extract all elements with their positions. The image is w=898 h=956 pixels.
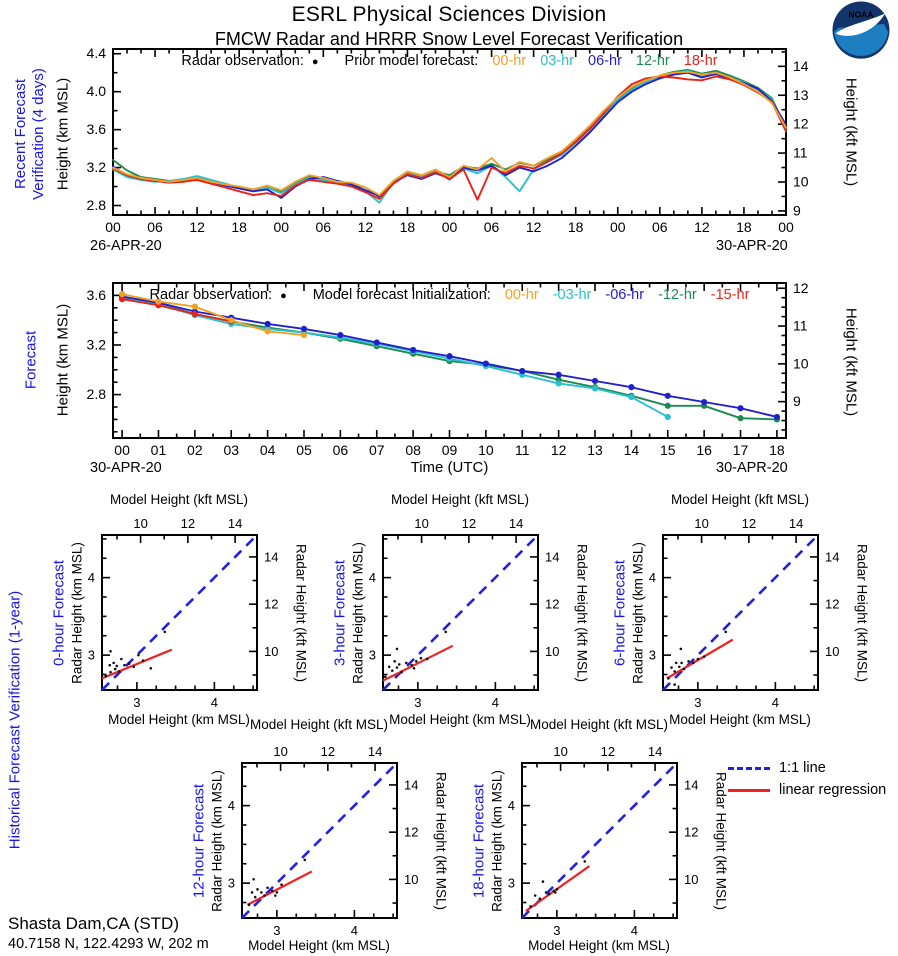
scatter-left-axis-label: Radar Height (km MSL)	[489, 770, 505, 912]
svg-text:14: 14	[825, 549, 840, 565]
svg-text:4.0: 4.0	[86, 83, 106, 100]
svg-text:10: 10	[414, 516, 429, 531]
panel2-legend	[113, 287, 786, 303]
svg-text:12: 12	[180, 516, 196, 531]
svg-text:12: 12	[793, 115, 809, 132]
scatter-top-axis-label: Model Height (kft MSL)	[670, 492, 810, 507]
scatter-right-axis-label: Radar Height (kft MSL)	[433, 771, 449, 911]
svg-text:3: 3	[553, 923, 561, 938]
noaa-logo-icon	[832, 1, 890, 64]
svg-text:06: 06	[483, 219, 500, 235]
svg-text:3.2: 3.2	[86, 336, 106, 353]
svg-text:14: 14	[264, 549, 279, 565]
svg-text:4: 4	[368, 570, 376, 586]
svg-text:3.6: 3.6	[86, 121, 106, 138]
legend-item-neg03hr: -03-hr	[552, 287, 592, 303]
legend-item-00hr: 00-hr	[492, 53, 527, 69]
scatter-title-12hr: 12-hour Forecast	[190, 783, 208, 899]
scatter-legend-one-to-one	[728, 760, 826, 776]
panel1-date-left: 26-APR-20	[90, 238, 162, 254]
scatter-chart-3hr	[351, 511, 574, 712]
svg-text:10: 10	[694, 516, 709, 531]
svg-text:4: 4	[210, 695, 218, 710]
panel1-ylabel-right: Height (kft MSL)	[842, 77, 860, 187]
svg-text:13: 13	[587, 442, 603, 458]
scatter-bottom-axis-label: Model Height (km MSL)	[528, 938, 670, 953]
svg-text:10: 10	[825, 643, 840, 659]
svg-text:10: 10	[264, 643, 279, 659]
svg-text:00: 00	[114, 442, 130, 458]
scatter-bottom-axis-label: Model Height (km MSL)	[108, 712, 250, 727]
scatter-title-6hr: 6-hour Forecast	[611, 560, 629, 666]
scatter-chart-18hr	[490, 739, 713, 940]
scatter-top-axis-label: Model Height (kft MSL)	[109, 492, 249, 507]
svg-text:04: 04	[259, 442, 276, 458]
svg-text:3: 3	[648, 647, 656, 663]
radar-observation-dot-icon: ●	[311, 56, 319, 68]
svg-text:00: 00	[105, 219, 121, 235]
svg-text:07: 07	[368, 442, 385, 458]
svg-text:4: 4	[350, 923, 358, 938]
svg-text:14: 14	[508, 516, 524, 531]
svg-text:14: 14	[404, 777, 419, 793]
scatter-right-axis-label: Radar Height (kft MSL)	[713, 771, 729, 911]
svg-text:12: 12	[461, 516, 477, 531]
svg-text:4: 4	[630, 923, 638, 938]
legend-item-06hr: 06-hr	[588, 53, 622, 69]
panel2-date-left: 30-APR-20	[90, 460, 162, 476]
svg-text:2.8: 2.8	[86, 197, 106, 214]
svg-text:3: 3	[694, 695, 702, 710]
svg-text:3: 3	[87, 647, 95, 663]
svg-text:18: 18	[231, 219, 247, 235]
scatter-chart-12hr	[210, 739, 433, 940]
svg-text:05: 05	[296, 442, 312, 458]
svg-text:08: 08	[405, 442, 421, 458]
svg-text:2.8: 2.8	[86, 386, 106, 403]
svg-text:10: 10	[684, 871, 699, 887]
svg-text:14: 14	[545, 549, 560, 565]
panel1-legend-obs-label: Radar observation:	[181, 53, 304, 69]
regression-label: linear regression	[779, 782, 887, 798]
svg-text:3: 3	[414, 695, 422, 710]
top-timeseries-chart	[67, 44, 832, 241]
forecast-timeseries-chart	[67, 278, 832, 464]
svg-text:11: 11	[514, 442, 530, 458]
svg-text:14: 14	[623, 442, 640, 458]
svg-text:14: 14	[684, 777, 699, 793]
svg-text:06: 06	[147, 219, 163, 235]
svg-text:12: 12	[545, 596, 560, 612]
svg-text:3: 3	[273, 923, 281, 938]
svg-text:3: 3	[227, 875, 235, 891]
svg-text:00: 00	[609, 219, 626, 235]
scatter-top-axis-label: Model Height (kft MSL)	[390, 492, 530, 507]
scatter-left-axis-label: Radar Height (km MSL)	[69, 542, 85, 684]
svg-text:17: 17	[732, 442, 749, 458]
svg-text:12: 12	[741, 516, 757, 531]
svg-text:4: 4	[87, 570, 95, 586]
panel1-date-right: 30-APR-20	[716, 238, 788, 254]
svg-text:15: 15	[659, 442, 676, 458]
svg-text:12: 12	[600, 744, 616, 759]
historical-side-label: Historical Forecast Verification (1-year)	[6, 590, 24, 850]
scatter-chart-0hr	[70, 511, 293, 712]
scatter-top-axis-label: Model Height (kft MSL)	[529, 717, 669, 732]
panel2-date-right: 30-APR-20	[716, 460, 788, 476]
panel1-ylabel-left: Height (km MSL)	[54, 77, 72, 191]
svg-text:10: 10	[404, 871, 419, 887]
svg-text:12: 12	[684, 824, 699, 840]
scatter-bottom-axis-label: Model Height (km MSL)	[669, 712, 811, 727]
station-coords: 40.7158 N, 122.4293 W, 202 m	[8, 936, 209, 952]
legend-item-neg15hr: -15-hr	[710, 287, 750, 303]
scatter-title-3hr: 3-hour Forecast	[331, 560, 349, 666]
scatter-chart-6hr	[631, 511, 854, 712]
svg-text:4: 4	[227, 798, 235, 814]
svg-text:14: 14	[788, 516, 804, 531]
scatter-right-axis-label: Radar Height (kft MSL)	[854, 543, 870, 683]
svg-text:4: 4	[771, 695, 779, 710]
svg-text:10: 10	[273, 744, 288, 759]
svg-text:3: 3	[368, 647, 376, 663]
svg-text:3.6: 3.6	[86, 286, 106, 303]
scatter-left-axis-label: Radar Height (km MSL)	[209, 770, 225, 912]
panel2-legend-model-label: Model forecast initialization:	[312, 287, 491, 303]
svg-text:06: 06	[652, 219, 668, 235]
svg-text:4: 4	[491, 695, 499, 710]
panel2-legend-obs-label: Radar observation:	[149, 287, 273, 303]
svg-text:4: 4	[507, 798, 515, 814]
legend-item-00hr: 00-hr	[504, 287, 539, 303]
panel2-side-label: Forecast	[22, 330, 40, 390]
svg-text:11: 11	[793, 144, 808, 161]
svg-text:12: 12	[404, 824, 419, 840]
scatter-legend-regression	[728, 782, 886, 798]
svg-text:12: 12	[189, 219, 205, 235]
legend-item-18hr: 18-hr	[683, 53, 718, 69]
svg-text:12: 12	[694, 219, 710, 235]
svg-text:12: 12	[264, 596, 279, 612]
svg-text:12: 12	[550, 442, 567, 458]
svg-text:16: 16	[696, 442, 712, 458]
svg-text:10: 10	[545, 643, 560, 659]
svg-text:10: 10	[553, 744, 568, 759]
svg-text:4.4: 4.4	[86, 45, 106, 62]
scatter-left-axis-label: Radar Height (km MSL)	[350, 542, 366, 684]
svg-text:9: 9	[793, 202, 801, 219]
svg-text:14: 14	[227, 516, 243, 531]
scatter-title-0hr: 0-hour Forecast	[50, 560, 68, 666]
svg-text:12: 12	[357, 219, 374, 235]
station-name: Shasta Dam,CA (STD)	[8, 914, 179, 933]
radar-observation-dot-icon: ●	[280, 290, 287, 302]
scatter-right-axis-label: Radar Height (kft MSL)	[293, 543, 309, 683]
regression-line-sample	[728, 789, 770, 792]
svg-text:03: 03	[223, 442, 240, 458]
scatter-left-axis-label: Radar Height (km MSL)	[630, 542, 646, 684]
svg-text:14: 14	[793, 57, 809, 74]
svg-text:00: 00	[441, 219, 458, 235]
svg-text:3: 3	[133, 695, 141, 710]
panel1-legend-model-label: Prior model forecast:	[344, 53, 479, 69]
svg-text:18: 18	[769, 442, 785, 458]
panel1-legend	[113, 53, 786, 69]
svg-text:12: 12	[320, 744, 336, 759]
svg-text:3.2: 3.2	[86, 159, 106, 176]
svg-text:13: 13	[793, 86, 809, 103]
legend-item-03hr: 03-hr	[540, 53, 575, 69]
panel2-ylabel-left: Height (km MSL)	[54, 303, 72, 417]
scatter-bottom-axis-label: Model Height (km MSL)	[248, 938, 390, 953]
svg-text:18: 18	[736, 219, 752, 235]
svg-text:06: 06	[315, 219, 332, 235]
legend-item-12hr: 12-hr	[635, 53, 670, 69]
svg-text:00: 00	[273, 219, 290, 235]
svg-text:4: 4	[648, 570, 656, 586]
scatter-right-axis-label: Radar Height (kft MSL)	[574, 543, 590, 683]
svg-text:18: 18	[567, 219, 584, 235]
scatter-top-axis-label: Model Height (kft MSL)	[249, 717, 389, 732]
scatter-title-18hr: 18-hour Forecast	[470, 783, 488, 899]
panel2-xlabel: Time (UTC)	[410, 459, 489, 476]
scatter-bottom-axis-label: Model Height (km MSL)	[389, 712, 531, 727]
legend-item-neg12hr: -12-hr	[658, 287, 697, 303]
svg-text:09: 09	[441, 442, 458, 458]
svg-text:9: 9	[793, 393, 801, 410]
svg-text:18: 18	[399, 219, 416, 235]
page-title: ESRL Physical Sciences Division	[291, 3, 607, 26]
one-to-one-label: 1:1 line	[779, 760, 826, 776]
svg-text:14: 14	[647, 744, 663, 759]
one-to-one-line-sample	[728, 767, 770, 770]
svg-text:10: 10	[478, 442, 494, 458]
page-subtitle: FMCW Radar and HRRR Snow Level Forecast Verification	[214, 29, 684, 49]
svg-text:02: 02	[187, 442, 203, 458]
svg-text:06: 06	[332, 442, 349, 458]
svg-text:10: 10	[793, 355, 809, 372]
svg-text:3: 3	[507, 875, 515, 891]
svg-text:11: 11	[793, 317, 808, 334]
panel2-ylabel-right: Height (kft MSL)	[842, 307, 860, 417]
panel1-side-label: Recent Forecast Verification (4 days)	[12, 68, 47, 200]
svg-text:12: 12	[793, 279, 809, 296]
legend-item-neg06hr: -06-hr	[605, 287, 645, 303]
svg-text:00: 00	[778, 219, 794, 235]
svg-text:14: 14	[367, 744, 383, 759]
svg-text:10: 10	[133, 516, 148, 531]
svg-text:01: 01	[150, 442, 167, 458]
noaa-logo-text: NOAA	[848, 9, 874, 20]
svg-text:12: 12	[825, 596, 840, 612]
svg-text:10: 10	[793, 173, 809, 190]
svg-text:12: 12	[525, 219, 542, 235]
